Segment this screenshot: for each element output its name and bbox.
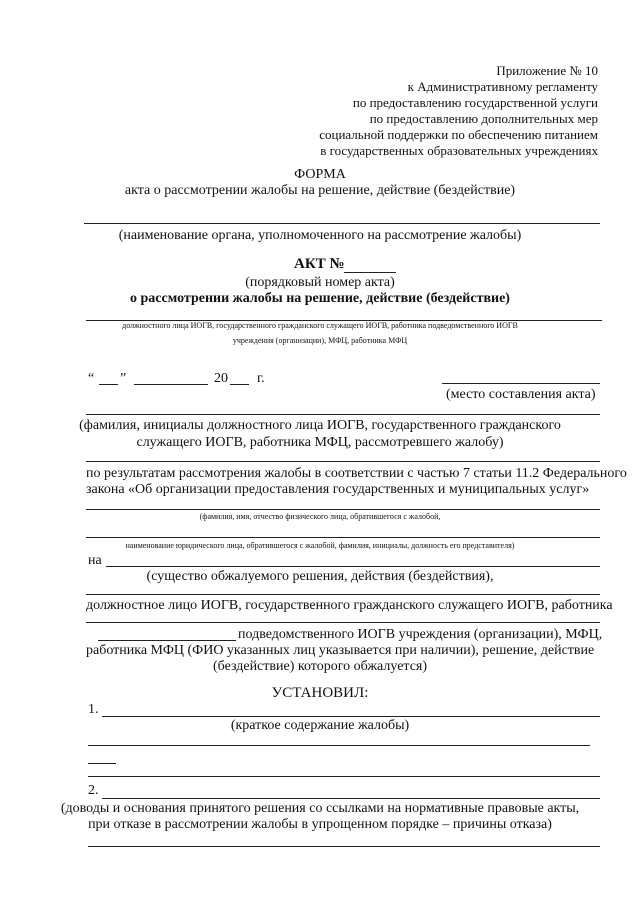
place-caption: (место составления акта) — [446, 387, 596, 402]
item-1-field-4[interactable] — [88, 776, 600, 777]
mfc-worker-line: работника МФЦ (ФИО указанных лиц указывается при наличии), решение, действие — [86, 643, 595, 658]
item-2-field[interactable] — [102, 798, 600, 799]
support-ref: социальной поддержки по обеспечению питанием — [319, 127, 598, 142]
act-title: АКТ № — [294, 256, 345, 272]
item-1-caption: (краткое содержание жалобы) — [230, 718, 410, 733]
date-year-prefix: 20 — [214, 371, 228, 386]
subordinate-field[interactable] — [86, 622, 600, 623]
appealed-line: (бездействие) которого обжалуется) — [212, 659, 428, 674]
organ-name-field[interactable] — [84, 223, 600, 224]
item-1-field-2[interactable] — [88, 745, 590, 746]
reviewer-caption-1: (фамилия, инициалы должностного лица ИОГВ, государственного гражданского — [79, 418, 561, 433]
form-subheading: акта о рассмотрении жалобы на решение, действие (бездействие) — [124, 183, 516, 198]
official-caption-2: учреждения (организации), МФЦ, работника МФЦ — [232, 336, 408, 345]
date-close-quote: ” — [120, 371, 127, 386]
reviewer-field[interactable] — [86, 414, 600, 415]
essence-field[interactable] — [106, 566, 600, 567]
organ-caption: (наименование органа, уполномоченного на рассмотрение жалобы) — [118, 228, 522, 243]
item-1-field[interactable] — [102, 716, 600, 717]
form-heading: ФОРМА — [294, 167, 346, 182]
service-ref: по предоставлению государственной услуги — [352, 95, 598, 110]
essence-field-2[interactable] — [86, 594, 600, 595]
institutions-ref: в государственных образовательных учреждениях — [320, 143, 598, 158]
on-label: на — [88, 553, 102, 568]
place-field[interactable] — [442, 383, 600, 384]
item-1-number: 1. — [88, 702, 99, 717]
act-subtitle: о рассмотрении жалобы на решение, действие (бездействие) — [130, 291, 510, 306]
complainant-field-2[interactable] — [86, 537, 600, 538]
act-number-caption: (порядковый номер акта) — [245, 275, 395, 290]
date-open-quote: “ — [88, 371, 95, 386]
result-line-1: по результатам рассмотрения жалобы в соответствии с частью 7 статьи 11.2 Федерального — [86, 466, 627, 481]
act-number-field[interactable] — [344, 272, 396, 273]
measures-ref: по предоставлению дополнительных мер — [369, 111, 598, 126]
date-year-field[interactable] — [230, 384, 249, 385]
regulation-ref: к Административному регламенту — [407, 79, 598, 94]
legal-entity-caption: наименование юридического лица, обратившегося с жалобой, фамилия, инициалы, должность его представителя) — [125, 541, 515, 550]
date-day-field[interactable] — [99, 384, 118, 385]
item-1-field-3[interactable] — [88, 763, 116, 764]
item-2-caption-1: (доводы и основания принятого решения со ссылками на нормативные правовые акты, — [60, 801, 580, 816]
reviewer-field-2[interactable] — [86, 461, 600, 462]
official-caption-1: должностного лица ИОГВ, государственного гражданского служащего ИОГВ, работника подведомственного ИОГВ — [122, 321, 518, 330]
item-2-caption-2: при отказе в рассмотрении жалобы в упрощенном порядке – причины отказа) — [88, 817, 552, 832]
essence-caption: (существо обжалуемого решения, действия (бездействия), — [146, 569, 494, 584]
date-year-suffix: г. — [257, 371, 265, 386]
physical-person-caption: (фамилия, имя, отчество физического лица, обратившегося с жалобой, — [199, 512, 441, 521]
item-2-number: 2. — [88, 783, 99, 798]
date-month-field[interactable] — [134, 384, 208, 385]
result-line-2: закона «Об организации предоставления государственных и муниципальных услуг» — [86, 482, 590, 497]
appendix-number: Приложение № 10 — [496, 63, 598, 78]
subordinate-line: подведомственного ИОГВ учреждения (организации), МФЦ, — [238, 627, 603, 642]
official-line: должностное лицо ИОГВ, государственного гражданского служащего ИОГВ, работника — [86, 598, 613, 613]
complainant-field[interactable] — [86, 509, 600, 510]
item-2-field-2[interactable] — [88, 846, 600, 847]
subordinate-blank[interactable] — [98, 640, 236, 641]
reviewer-caption-2: служащего ИОГВ, работника МФЦ, рассмотревшего жалобу) — [136, 435, 504, 450]
established-heading: УСТАНОВИЛ: — [271, 685, 369, 701]
